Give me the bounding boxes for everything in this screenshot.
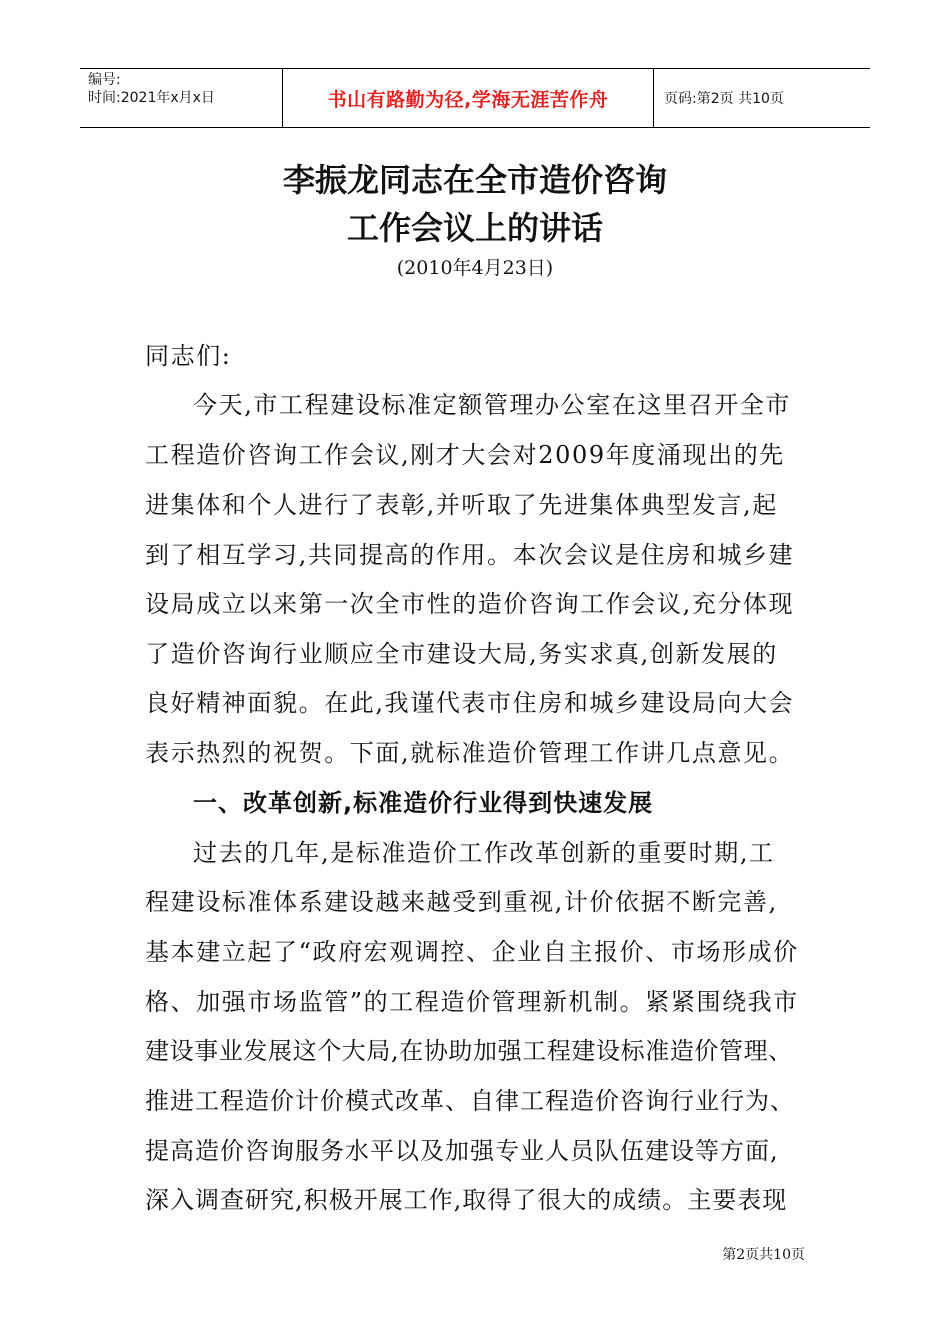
paragraph-line: 良好精神面貌。在此,我谨代表市住房和城乡建设局向大会	[145, 689, 795, 717]
paragraph-line: 提高造价咨询服务水平以及加强专业人员队伍建设等方面,	[145, 1137, 779, 1165]
document-title-line1: 李振龙同志在全市造价咨询	[282, 161, 667, 199]
document-date: (2010年4月23日)	[396, 257, 554, 279]
header-table	[80, 68, 870, 128]
paragraph-line: 深入调查研究,积极开展工作,取得了很大的成绩。主要表现	[145, 1186, 788, 1214]
salutation: 同志们:	[145, 342, 232, 370]
section-heading: 一、改革创新,标准造价行业得到快速发展	[193, 789, 654, 817]
paragraph-line: 进集体和个人进行了表彰,并听取了先进集体典型发言,起	[145, 491, 778, 519]
header-motto: 书山有路勤为径,学海无涯苦作舟	[282, 69, 654, 127]
paragraph-line: 到了相互学习,共同提高的作用。本次会议是住房和城乡建	[145, 541, 795, 569]
paragraph-line: 设局成立以来第一次全市性的造价咨询工作会议,充分体现	[145, 590, 795, 618]
header-page-info: 页码:第2页 共10页	[664, 91, 784, 107]
footer-page-number: 第2页共10页	[722, 1247, 805, 1263]
header-meta	[80, 69, 282, 127]
time-label: 时间:2021年x月x日	[88, 90, 215, 106]
paragraph-line: 今天,市工程建设标准定额管理办公室在这里召开全市	[193, 391, 792, 419]
paragraph-line: 程建设标准体系建设越来越受到重视,计价依据不断完善,	[145, 888, 778, 916]
paragraph-line: 格、加强市场监管”的工程造价管理新机制。紧紧围绕我市	[145, 988, 799, 1016]
document-title-line2: 工作会议上的讲话	[346, 209, 603, 247]
paragraph-line: 过去的几年,是标准造价工作改革创新的重要时期,工	[193, 839, 775, 867]
paragraph-line: 表示热烈的祝贺。下面,就标准造价管理工作讲几点意见。	[145, 739, 795, 767]
number-label: 编号:	[88, 72, 121, 88]
paragraph-line: 了造价咨询行业顺应全市建设大局,务实求真,创新发展的	[145, 640, 778, 668]
paragraph-line: 工程造价咨询工作会议,刚才大会对2009年度涌现出的先	[145, 441, 785, 469]
paragraph-line: 推进工程造价计价模式改革、自律工程造价咨询行业行为、	[145, 1087, 795, 1115]
paragraph-line: 建设事业发展这个大局,在协助加强工程建设标准造价管理、	[145, 1037, 793, 1065]
paragraph-line: 基本建立起了“政府宏观调控、企业自主报价、市场形成价	[145, 938, 799, 966]
